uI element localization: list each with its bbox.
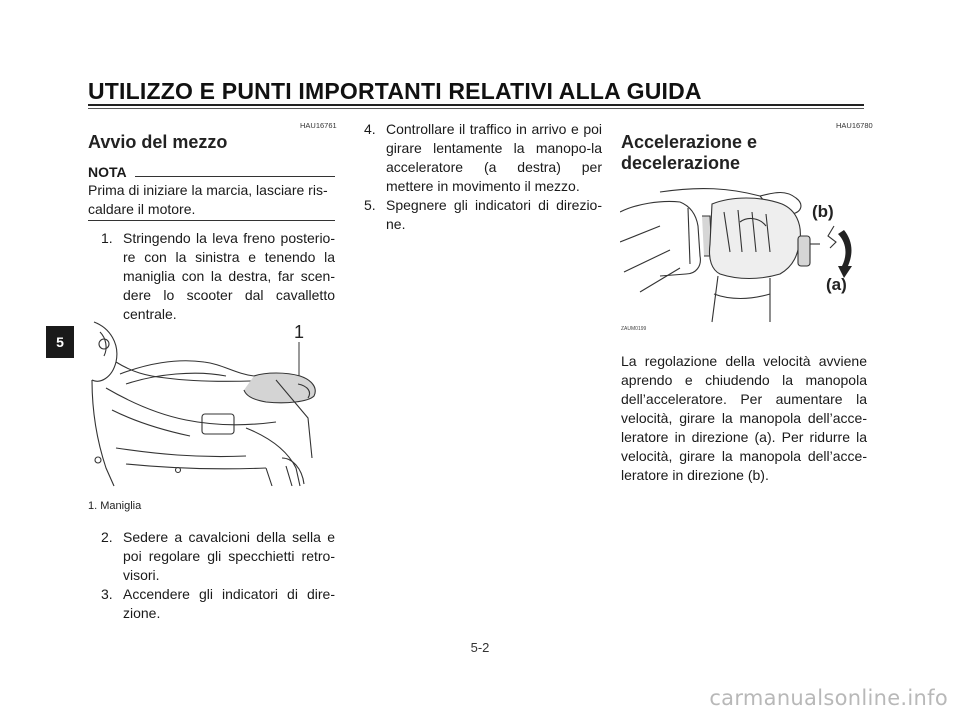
section-code: HAU16780	[836, 121, 873, 130]
nota-text	[88, 181, 336, 219]
list-item	[101, 585, 335, 623]
nota-end-rule	[88, 220, 335, 221]
callout-line	[296, 342, 302, 378]
nota-rule	[135, 176, 335, 177]
section-title-line-1: Accelerazione e	[621, 132, 758, 152]
figure-code: ZAUM0199	[621, 326, 647, 332]
figure-label-b: (b)	[812, 202, 834, 221]
header-rule	[88, 104, 864, 106]
list-item	[364, 196, 602, 234]
figure-callout: 1	[294, 322, 305, 342]
chapter-tab[interactable]: 5	[46, 326, 74, 358]
nota-text-line-2: caldare il motore.	[88, 201, 196, 217]
section-title	[621, 132, 757, 174]
nota-label: NOTA	[88, 164, 127, 180]
section-title-line-2: decelerazione	[621, 153, 741, 173]
watermark: carmanualsonline.info	[709, 686, 948, 710]
step-text: Controllare il traffico in arrivo e poi girare lentamente la manopo-la acceleratore (a destra) per mettere in movimento il mezzo.	[386, 121, 602, 194]
section-title: Avvio del mezzo	[88, 132, 228, 152]
step-number: 5.	[364, 197, 376, 213]
page-header: UTILIZZO E PUNTI IMPORTANTI RELATIVI ALLA GUIDA	[88, 78, 702, 104]
list-item	[101, 528, 335, 585]
step-text: Sedere a cavalcioni della sella e poi regolare gli specchietti retro-visori.	[123, 529, 335, 583]
list-item	[364, 120, 602, 196]
step-number: 1.	[101, 230, 113, 246]
step-text: Stringendo la leva freno posterio-re con la sinistra e tenendo la maniglia con la destra, far scen-dere lo scooter dal cavalletto centrale.	[123, 230, 335, 322]
step-text: Spegnere gli indicatori di direzio-ne.	[386, 197, 602, 232]
section-code: HAU16761	[300, 121, 337, 130]
step-number: 3.	[101, 586, 113, 602]
section-paragraph: La regolazione della velocità avviene aprendo e chiudendo la manopola dell’acceleratore. Per aumentare la velocità, girare la manopola dell’acce-leratore in direzione (a). Per ridurre la velocità, girare la manopola dell’acce-leratore in direzione (b).	[621, 353, 867, 483]
header-rule-thin	[88, 108, 864, 109]
figure-caption: 1. Maniglia	[88, 500, 142, 512]
figure-label-a: (a)	[826, 275, 847, 294]
list-item	[101, 229, 335, 324]
step-number: 4.	[364, 121, 376, 137]
step-text: Accendere gli indicatori di dire-zione.	[123, 586, 335, 621]
nota-text-line-1: Prima di iniziare la marcia, lasciare ris-	[88, 182, 328, 198]
step-number: 2.	[101, 529, 113, 545]
page-number: 5-2	[470, 640, 490, 655]
